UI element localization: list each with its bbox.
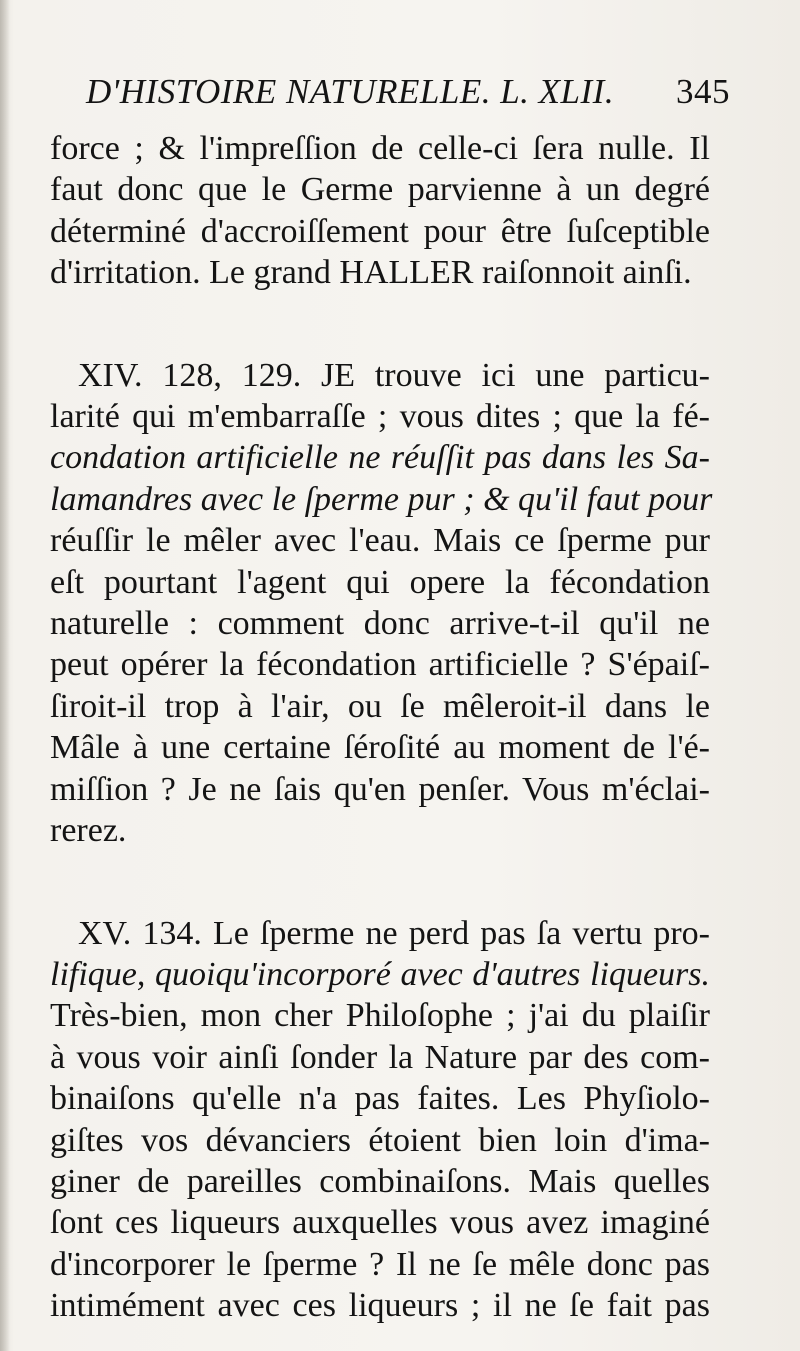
text-line: force ; & l'impreſſion de celle-ci ſera nulle. Il: [50, 130, 710, 167]
text-line: d'incorporer le ſperme ? Il ne ſe mêle donc pas: [50, 1245, 710, 1283]
text-line: à vous voir ainſi ſonder la Nature par des com-: [50, 1038, 710, 1076]
text-line: d'irritation. Le grand HALLER raiſonnoit ainſi.: [50, 254, 692, 292]
binding-shadow: [0, 0, 10, 1351]
text-line: XIV. 128, 129. JE trouve ici une particu-: [78, 356, 710, 394]
text-line: Mâle à une certaine ſéroſité au moment de l'é-: [50, 729, 710, 767]
text-line: faut donc que le Germe parvienne à un degré: [50, 171, 710, 209]
text-line: XV. 134. Le ſperme ne perd pas ſa vertu pro-: [78, 914, 710, 952]
page-body: [50, 128, 713, 1327]
page-number: 345: [676, 72, 730, 111]
text-line: lifique, quoiqu'incorporé avec d'autres liqueurs.: [50, 955, 710, 993]
text-line: déterminé d'accroiſſement pour être ſuſceptible: [50, 212, 710, 250]
text-line: Très-bien, mon cher Philoſophe ; j'ai du plaiſir: [50, 997, 710, 1035]
text-line: intimément avec ces liqueurs ; il ne ſe fait pas: [50, 1287, 710, 1325]
text-line: condation artificielle ne réuſſit pas dans les Sa-: [50, 439, 710, 477]
text-line: naturelle : comment donc arrive-t-il qu'il ne: [50, 605, 710, 643]
text-line: ſont ces liqueurs auxquelles vous avez imaginé: [50, 1204, 710, 1242]
text-line: ſiroit-il trop à l'air, ou ſe mêleroit-il dans le: [50, 687, 710, 725]
text-line: réuſſir le mêler avec l'eau. Mais ce ſperme pur: [50, 522, 710, 560]
text-line: miſſion ? Je ne ſais qu'en penſer. Vous m'éclai-: [50, 770, 710, 808]
text-line: giner de pareilles combinaiſons. Mais quelles: [50, 1162, 710, 1200]
paragraph-gap: [50, 852, 710, 913]
text-line: lamandres avec le ſperme pur ; & qu'il faut pour: [50, 480, 713, 518]
text-line: giſtes vos dévanciers étoient bien loin d'ima-: [50, 1121, 710, 1159]
paragraph-gap: [50, 294, 710, 355]
text-line: larité qui m'embarraſſe ; vous dites ; que la fé-: [50, 398, 710, 436]
text-line: rerez.: [50, 812, 127, 850]
text-line: peut opérer la fécondation artificielle ? S'épaiſ-: [50, 646, 710, 684]
text-line: eſt pourtant l'agent qui opere la fécondation: [50, 563, 710, 601]
text-line: binaiſons qu'elle n'a pas faites. Les Phyſiolo-: [50, 1080, 710, 1118]
running-header: [86, 72, 730, 112]
header-title: D'HISTOIRE NATURELLE. L. XLII.: [86, 72, 615, 111]
